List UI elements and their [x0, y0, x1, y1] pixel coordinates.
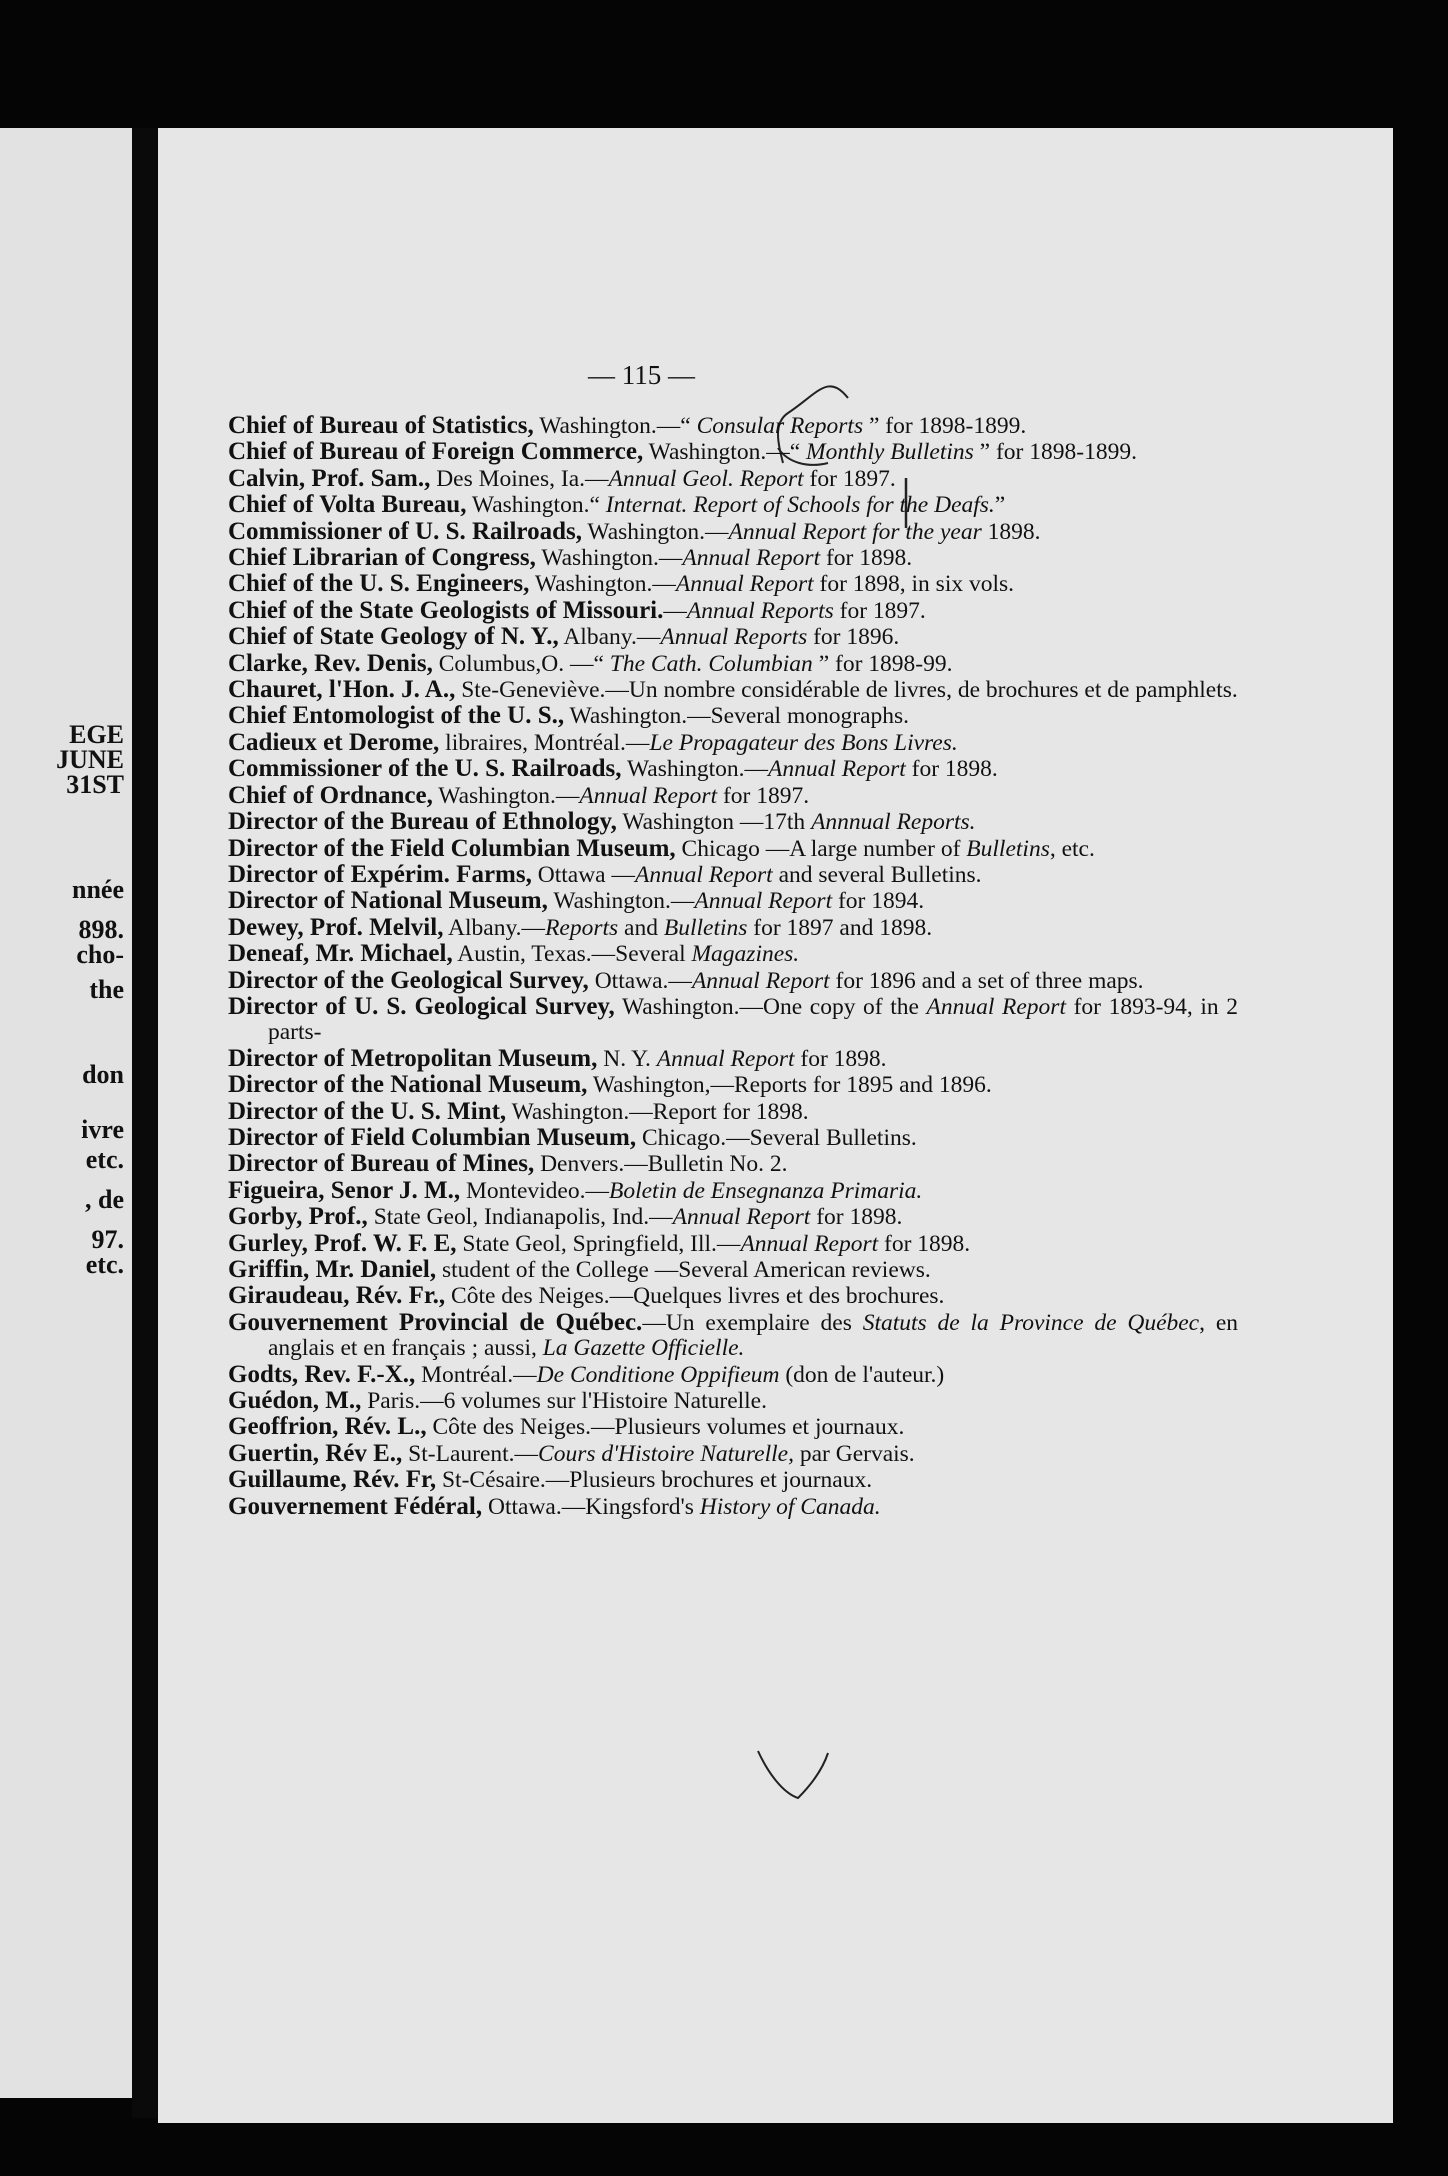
entry-text: and several Bulletins.	[772, 861, 982, 888]
list-item	[228, 1388, 1238, 1414]
entry-text: , etc.	[1049, 835, 1095, 862]
entry-text: Des Moines, Ia.—	[430, 465, 609, 492]
donor-name: Giraudeau, Rév. Fr.,	[228, 1282, 446, 1310]
list-item	[228, 1125, 1238, 1151]
work-title: Reports	[545, 914, 619, 941]
list-item	[228, 1151, 1238, 1177]
work-title: Annual Report for the year	[728, 518, 982, 545]
donor-name: Director of the Bureau of Ethnology,	[228, 808, 617, 836]
work-title: Bulletins	[663, 914, 748, 941]
entry-text: , en anglais et en français ; aussi,	[268, 1309, 1238, 1362]
left-page-text-fragment: don	[82, 1060, 124, 1089]
donor-name: Chauret, l'Hon. J. A.,	[228, 676, 456, 704]
list-item	[228, 439, 1238, 465]
entry-text: for 1897.	[803, 465, 896, 492]
entry-text: Côte des Neiges.—Quelques livres et des brochures.	[445, 1283, 945, 1310]
work-title: Annual Report	[682, 545, 821, 572]
entry-text: ” for 1898-99.	[812, 650, 953, 677]
entry-text: State Geol, Indianapolis, Ind.—	[367, 1204, 673, 1231]
work-title: Annual Report	[694, 888, 833, 915]
list-item	[228, 941, 1238, 967]
entry-text: Washington.—	[432, 782, 580, 809]
entry-text: student of the College —Several American reviews.	[436, 1257, 931, 1283]
work-title: Boletin de Ensegnanza Primaria.	[608, 1177, 923, 1204]
donor-name: Geoffrion, Rév. L.,	[228, 1413, 427, 1441]
entry-text: N. Y.	[597, 1045, 657, 1072]
donor-name: Cadieux et Derome,	[228, 728, 440, 756]
entry-text: Washington.—	[581, 518, 729, 545]
entry-text: Ottawa —	[531, 861, 635, 888]
list-item	[228, 783, 1238, 809]
donor-name: Gorby, Prof.,	[228, 1203, 368, 1231]
entry-text: ”	[994, 492, 1006, 519]
donor-name: Director of Field Columbian Museum,	[228, 1123, 637, 1151]
left-page-text-fragment: 31ST	[66, 770, 124, 799]
book-gutter	[132, 128, 158, 2118]
work-title: Annual Report	[740, 1230, 879, 1257]
donor-name: Clarke, Rev. Denis,	[228, 649, 433, 677]
entry-text: 1898.	[981, 518, 1041, 545]
left-page-text-fragment: 97.	[91, 1225, 124, 1254]
entry-text: for 1897.	[717, 782, 810, 809]
left-page-text-fragment: etc.	[85, 1250, 124, 1279]
donor-name: Chief of Bureau of Foreign Commerce,	[228, 438, 644, 466]
entry-text: Columbus,O. —“	[432, 650, 610, 677]
entry-text: Washington.—Report for 1898.	[506, 1098, 809, 1125]
work-title: Le Propagateur des Bons Livres.	[649, 729, 958, 756]
work-title: Annual Geol. Report	[608, 465, 804, 492]
work-title: Annual Reports	[660, 624, 808, 651]
donor-name: Director of Bureau of Mines,	[228, 1150, 535, 1178]
work-title: Magazines.	[691, 941, 800, 968]
entry-text: Montevideo.—	[460, 1177, 609, 1204]
donor-name: Guédon, M.,	[228, 1387, 362, 1415]
donor-name: Calvin, Prof. Sam.,	[228, 464, 431, 492]
entry-text: Washington.—“	[533, 413, 697, 439]
donor-name: Director of U. S. Geological Survey,	[228, 992, 615, 1020]
list-item	[228, 492, 1238, 518]
list-item	[228, 862, 1238, 888]
list-item	[228, 730, 1238, 756]
donor-name: Commissioner of U. S. Railroads,	[228, 517, 582, 545]
list-item	[228, 1283, 1238, 1309]
entry-text: Washington.“	[466, 492, 606, 519]
page-number: — 115 —	[588, 360, 695, 390]
donor-name: Deneaf, Mr. Michael,	[228, 940, 453, 968]
work-title: Statuts de la Province de Québec	[862, 1309, 1200, 1336]
donor-name: Chief of Ordnance,	[228, 781, 433, 809]
work-title: Internat. Report of Schools for the Deafs.	[605, 492, 995, 519]
work-title: La Gazette Officielle.	[542, 1335, 745, 1362]
donor-name: Director of Metropolitan Museum,	[228, 1044, 598, 1072]
entry-text: —	[663, 597, 687, 624]
work-title: De Conditione Oppifieum	[536, 1361, 780, 1388]
donor-name: Chief Entomologist of the U. S.,	[228, 702, 565, 730]
entry-text: libraires, Montréal.—	[439, 729, 650, 756]
list-item	[228, 756, 1238, 782]
entry-text: Albany.—	[443, 914, 546, 941]
work-title: Annual Report	[691, 967, 830, 994]
entry-text: for 1898.	[878, 1230, 971, 1257]
work-title: Monthly Bulletins	[806, 439, 974, 466]
list-item	[228, 994, 1238, 1046]
donor-name: Director of the Field Columbian Museum,	[228, 834, 676, 862]
work-title: The Cath. Columbian	[609, 650, 813, 677]
entry-text: for 1898.	[810, 1204, 903, 1231]
entry-text: ” for 1898-1899.	[863, 413, 1027, 439]
left-page-text-fragment: nnée	[72, 875, 124, 904]
work-title: Annual Report	[926, 993, 1066, 1020]
list-item	[228, 1099, 1238, 1125]
left-page-text-fragment: 898.	[78, 915, 124, 944]
donor-name: Griffin, Mr. Daniel,	[228, 1256, 437, 1283]
list-item	[228, 1362, 1238, 1388]
donor-name: Director of National Museum,	[228, 887, 548, 915]
donor-name: Figueira, Senor J. M.,	[228, 1176, 461, 1204]
entry-text: Chicago —A large number of	[675, 835, 967, 862]
entry-text: for 1897 and 1898.	[747, 914, 933, 941]
entry-text: Montréal.—	[415, 1361, 537, 1388]
entry-text: Washington.—	[547, 888, 695, 915]
work-title: Cours d'Histoire Naturelle,	[538, 1440, 794, 1467]
entry-text: for 1896 and a set of three maps.	[829, 967, 1144, 994]
donor-name: Gouvernement Fédéral,	[228, 1492, 483, 1520]
entry-text: for 1898.	[820, 545, 913, 572]
work-title: Annual Reports	[686, 597, 834, 624]
donor-name: Guillaume, Rév. Fr,	[228, 1466, 437, 1494]
work-title: Annnual Reports.	[811, 809, 976, 836]
list-item	[228, 915, 1238, 941]
list-item	[228, 651, 1238, 677]
entry-text: State Geol, Springfield, Ill.—	[456, 1230, 741, 1257]
list-item	[228, 968, 1238, 994]
work-title: Annual Report	[672, 1204, 811, 1231]
entry-text: St-Laurent.—	[402, 1440, 539, 1467]
entry-text: for 1898.	[794, 1045, 887, 1072]
list-item	[228, 836, 1238, 862]
left-page-text-fragment: EGE	[69, 720, 124, 749]
left-page-text-fragment: etc.	[85, 1145, 124, 1174]
work-title: Annual Report	[634, 861, 773, 888]
list-item	[228, 545, 1238, 571]
donor-name: Commissioner of the U. S. Railroads,	[228, 755, 622, 783]
entry-text: Washington.—	[621, 756, 769, 783]
work-title: Annual Report	[768, 756, 906, 783]
entry-text: for 1894.	[832, 888, 925, 915]
donor-name: Director of Expérim. Farms,	[228, 860, 532, 888]
donor-name: Chief of Bureau of Statistics,	[228, 412, 534, 439]
donor-name: Dewey, Prof. Melvil,	[228, 913, 444, 941]
entry-text: Washington —17th	[616, 809, 812, 836]
list-item	[228, 1072, 1238, 1098]
donor-name: Chief of the U. S. Engineers,	[228, 570, 530, 598]
list-item	[228, 888, 1238, 914]
entry-text: Washington.—	[535, 545, 683, 572]
donor-name: Chief of State Geology of N. Y.,	[228, 623, 559, 651]
donor-name: Gouvernement Provincial de Québec.	[228, 1308, 643, 1336]
entry-text: Austin, Texas.—Several	[452, 941, 692, 968]
entry-text: Ottawa.—Kingsford's	[482, 1493, 700, 1520]
list-item	[228, 1257, 1238, 1283]
entry-text: Albany.—	[558, 624, 661, 651]
donor-name: Director of the U. S. Mint,	[228, 1097, 507, 1125]
entry-text: Denvers.—Bulletin No. 2.	[534, 1151, 788, 1178]
entry-text: and	[618, 914, 664, 941]
work-title: Bulletins	[966, 835, 1050, 862]
entry-text: for 1898, in six vols.	[813, 571, 1015, 598]
work-title: Consular Reports	[696, 413, 864, 439]
entry-text: Ste-Geneviève.—Un nombre considérable de livres, de brochures et de pamphlets.	[455, 677, 1238, 704]
work-title: Annual Report	[656, 1045, 795, 1072]
list-item	[228, 1046, 1238, 1072]
entry-text: for 1893-94, in 2 parts-	[268, 993, 1239, 1046]
list-item	[228, 1414, 1238, 1440]
left-page-fragment	[0, 128, 132, 2098]
left-page-text-fragment: , de	[85, 1185, 124, 1214]
donor-name: Godts, Rev. F.-X.,	[228, 1360, 416, 1388]
entry-text: for 1896.	[807, 624, 900, 651]
entry-text: Côte des Neiges.—Plusieurs volumes et journaux.	[426, 1414, 905, 1441]
list-item	[228, 571, 1238, 597]
entry-text: for 1897.	[833, 597, 926, 624]
list-item	[228, 624, 1238, 650]
entry-text: St-Césaire.—Plusieurs brochures et journaux.	[436, 1467, 873, 1494]
left-page-text-fragment: JUNE	[56, 745, 124, 774]
work-title: Annual Report	[579, 782, 718, 809]
entry-text: Washington.—“	[643, 439, 807, 466]
entry-text: Paris.—6 volumes sur l'Histoire Naturelle.	[361, 1388, 767, 1415]
left-page-text-fragment: the	[89, 975, 124, 1004]
work-title: Annual Report	[675, 571, 814, 598]
entry-text: Washington.—	[529, 571, 676, 598]
entry-text: for 1898.	[905, 756, 998, 783]
list-item	[228, 703, 1238, 729]
left-page-text-fragment: ivre	[81, 1115, 124, 1144]
donor-name: Chief of the State Geologists of Missouri.	[228, 596, 664, 624]
list-item	[228, 1178, 1238, 1204]
entry-text: Ottawa.—	[588, 967, 692, 994]
entry-text: Chicago.—Several Bulletins.	[636, 1124, 917, 1151]
acquisitions-list	[228, 413, 1238, 1520]
list-item	[228, 1310, 1238, 1362]
donor-name: Director of the Geological Survey,	[228, 966, 589, 994]
list-item	[228, 1204, 1238, 1230]
work-title: History of Canada.	[699, 1493, 881, 1520]
entry-text: (don de l'auteur.)	[779, 1361, 945, 1388]
list-item	[228, 598, 1238, 624]
donor-name: Director of the National Museum,	[228, 1071, 588, 1099]
list-item	[228, 413, 1238, 439]
entry-text: Washington,—Reports for 1895 and 1896.	[587, 1072, 992, 1099]
book-page	[158, 128, 1393, 2123]
list-item	[228, 809, 1238, 835]
entry-text: Washington.—Several monographs.	[564, 703, 910, 730]
left-page-text-fragment: cho-	[76, 940, 124, 969]
entry-text: ” for 1898-1899.	[973, 439, 1137, 466]
list-item	[228, 1494, 1238, 1520]
list-item	[228, 466, 1238, 492]
list-item	[228, 1441, 1238, 1467]
list-item	[228, 1231, 1238, 1257]
list-item	[228, 677, 1238, 703]
entry-text: Washington.—One copy of the	[614, 993, 927, 1020]
donor-name: Guertin, Rév E.,	[228, 1439, 403, 1467]
list-item	[228, 519, 1238, 545]
donor-name: Chief of Volta Bureau,	[228, 491, 467, 519]
donor-name: Chief Librarian of Congress,	[228, 544, 536, 572]
entry-text: —Un exemplaire des	[642, 1309, 863, 1336]
list-item	[228, 1467, 1238, 1493]
donor-name: Gurley, Prof. W. F. E,	[228, 1229, 457, 1257]
entry-text: par Gervais.	[793, 1440, 915, 1467]
